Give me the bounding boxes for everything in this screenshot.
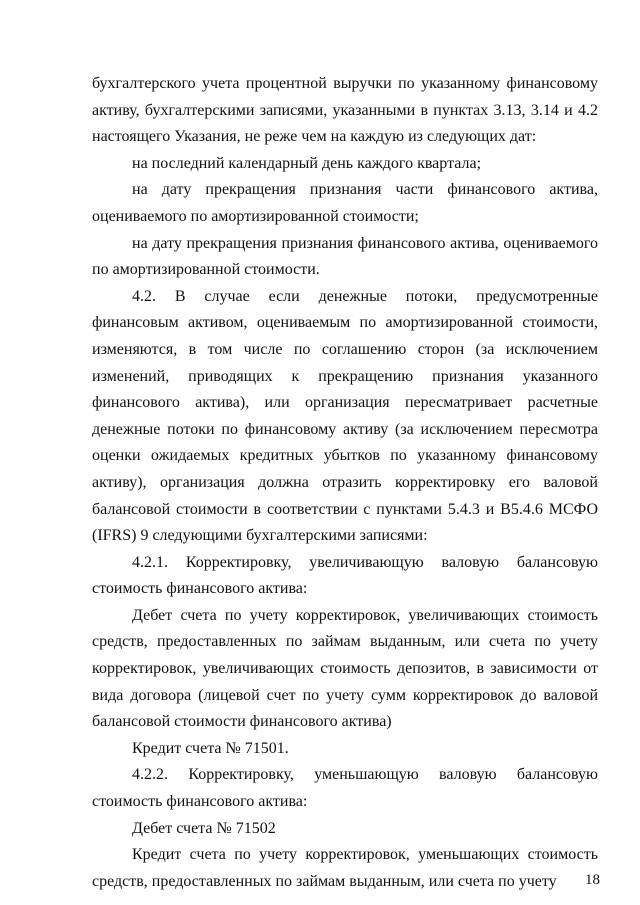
paragraph-credit-adjustments-decrease: Кредит счета по учету корректировок, уменьшающих стоимость средств, предоставленных по займам выданным, или счета по учету [92, 846, 598, 890]
paragraph-continuation: бухгалтерского учета процентной выручки по указанному финансовому активу, бухгалтерскими записями, указанными в пунктах 3.13, 3.14 и 4.2 настоящего Указания, не реже чем на каждую из следующих дат: [92, 75, 598, 146]
paragraph-credit-71501: Кредит счета № 71501. [132, 739, 289, 757]
paragraph-debit-71502: Дебет счета № 71502 [132, 819, 276, 837]
document-body [92, 71, 598, 895]
paragraph-list-item-partial-derecognition: на дату прекращения признания части финансового актива, оцениваемого по амортизированной стоимости; [92, 181, 598, 225]
paragraph-section-4-2-1: 4.2.1. Корректировку, увеличивающую валовую балансовую стоимость финансового актива: [92, 553, 598, 598]
paragraph-debit-adjustments-increase: Дебет счета по учету корректировок, увеличивающих стоимость средств, предоставленных по займам выданным, или счета по учету корректировок, увеличивающих стоимость депозитов, в зависимости от вида договора (лицевой счет по учету сумм корректировок до валовой балансовой стоимости финансового актива) [92, 606, 598, 731]
page-number: 18 [585, 872, 600, 888]
paragraph-section-4-2: 4.2. В случае если денежные потоки, предусмотренные финансовым активом, оцениваемым по амортизированной стоимости, изменяются, в том числе по соглашению сторон (за исключением изменений, приводящих к прекращению признания указанного финансового актива), или организация пересматривает расчетные денежные потоки по финансовому активу (за исключением пересмотра оценки ожидаемых кредитных убытков по указанному финансовому активу), организация должна отразить корректировку его валовой балансовой стоимости в соответствии с пунктами 5.4.3 и B5.4.6 МСФО (IFRS) 9 следующими бухгалтерскими записями: [92, 287, 598, 545]
paragraph-list-item-quarter-end: на последний календарный день каждого квартала; [132, 154, 482, 172]
paragraph-list-item-full-derecognition: на дату прекращения признания финансового актива, оцениваемого по амортизированной стоимости. [92, 234, 598, 279]
paragraph-section-4-2-2: 4.2.2. Корректировку, уменьшающую валовую балансовую стоимость финансового актива: [92, 766, 598, 811]
